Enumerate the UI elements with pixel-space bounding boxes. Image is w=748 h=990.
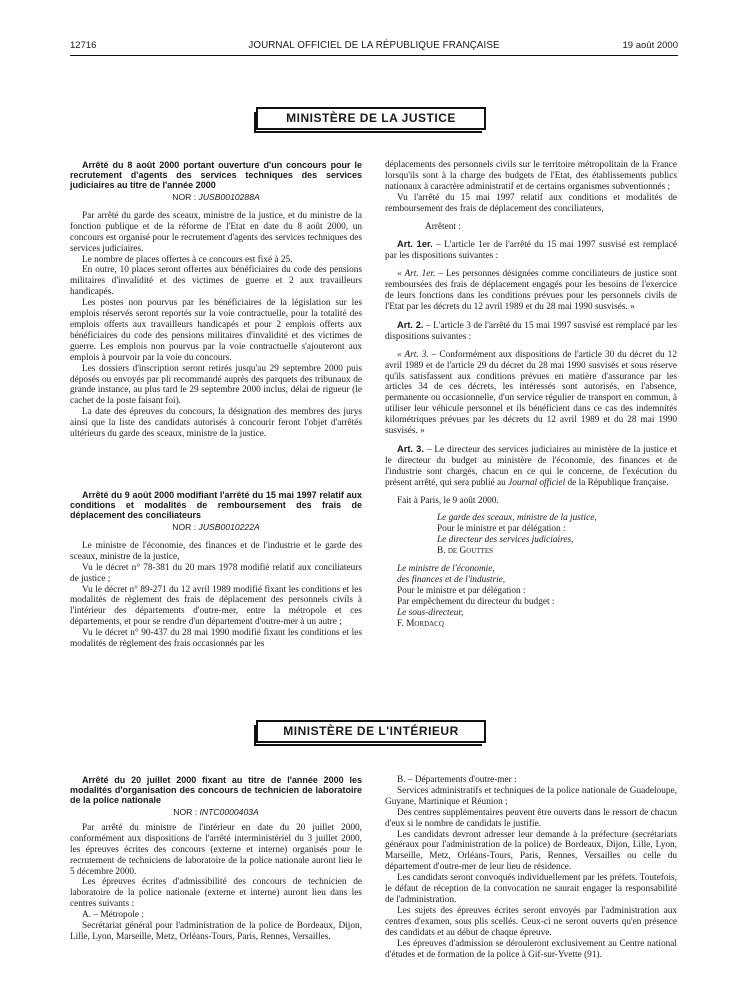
ministry-justice-heading: MINISTÈRE DE LA JUSTICE: [256, 107, 486, 130]
issue-date: 19 août 2000: [622, 40, 678, 51]
interior-p8: Les candidats devront adresser leur demande à la préfecture (secrétariats généraux pour l'administration de la police) de Bordeaux, Dijon, Lille, Lyon, Marseille, Metz, Orléans-Tours, Paris, Rennes, Versailles ou celle du département d'outre-mer de leur lieu de résidence.: [385, 829, 677, 873]
article-3: Art. 3. – Le directeur des services judiciaires au ministère de la justice et le directeur du budget au ministère de l'économie, des finances et de l'industrie sont chargés, chacun en ce qui le concerne, de l'exécution du présent arrêté, qui sera publié au Journal officiel de la République française.: [385, 443, 677, 488]
interior-p11: Les épreuves d'admission se dérouleront exclusivement au Centre national d'études et de formation de la police à Gif-sur-Yvette (91).: [385, 938, 677, 960]
arrete-2-nor: NOR : JUSB0010222A: [172, 522, 260, 532]
article-1-quote: « Art. 1er. – Les personnes désignées comme conciliateurs de justice sont remboursées des frais de déplacement engagés pour les besoins de l'exercice de leurs fonctions dans les conditions prévues pour les personnels civils de l'Etat par les décrets du 12 avril 1989 et du 28 mai 1990 susvisés. »: [385, 269, 677, 312]
interior-left-column: [70, 775, 362, 943]
arrete-1-p1: Par arrêté du garde des sceaux, ministre de la justice, et du ministre de la fonction publique et de la réforme de l'Etat en date du 8 août 2000, un concours est organisé pour le recrutement d'agents des services techniques des services judiciaires.: [70, 210, 362, 254]
article-1: Art. 1er. – L'article 1er de l'arrêté du 15 mai 1997 susvisé est remplacé par les dispositions suivantes :: [385, 239, 677, 262]
arrete-1-title: Arrêté du 8 août 2000 portant ouverture d'un concours pour le recrutement d'agents des services techniques des services judiciaires au titre de l'année 2000: [70, 160, 362, 190]
signature-2-delegation: Pour le ministre et par délégation :: [397, 585, 526, 596]
interior-p3: A. – Métropole :: [82, 910, 144, 921]
arretent: Arrêtent :: [425, 221, 461, 232]
signature-2-impediment: Par empêchement du directeur du budget :: [397, 596, 555, 607]
interior-p9: Les candidats seront convoqués individuellement par les préfets. Toutefois, le défaut de réception de la convocation ne saurait engager la responsabilité de l'administration.: [385, 873, 677, 905]
ministry-interior-heading: MINISTÈRE DE L'INTÉRIEUR: [256, 720, 486, 743]
arrete-2-p2: Vu le décret n° 78-381 du 20 mars 1978 modifié relatif aux conciliateurs de justice ;: [70, 562, 362, 584]
justice-left-column-2: [70, 490, 362, 650]
article-2-quote: « Art. 3. – Conformément aux dispositions de l'article 30 du décret du 12 avril 1989 et de l'article 29 du décret du 28 mai 1990 susvisés et sous réserve qu'ils satisfassent aux conditions prévues en matière d'assurance par les articles 34 de ces décrets, les intéressés sont autorisés, en l'absence, permanente ou occasionnelle, d'un service régulier de transport en commun, à utiliser leur véhicule personnel et ils bénéficient dans ce cas des indemnités kilométriques prévues par les décrets du 12 avril 1989 et du 28 mai 1990 susvisés. »: [385, 349, 677, 437]
interior-p7: Des centres supplémentaires peuvent être ouverts dans le ressort de chacun d'eux si le nombre de candidats le justifie.: [385, 807, 677, 829]
arrete-2-title: Arrêté du 9 août 2000 modifiant l'arrêté du 15 mai 1997 relatif aux conditions et modalités de remboursement des frais de déplacement des conciliateurs: [70, 490, 362, 520]
interior-p10: Les sujets des épreuves écrites seront envoyés par l'administration aux centres d'examen, sous plis scellés. Ceux-ci ne seront ouverts qu'en présence des candidats et au début de chaque épreuve.: [385, 905, 677, 938]
signature-1-role: Le garde des sceaux, ministre de la justice,: [437, 513, 597, 524]
signature-1-delegation: Pour le ministre et par délégation :: [437, 524, 566, 535]
arrete-2-p4: Vu le décret n° 90-437 du 28 mai 1990 modifié fixant les conditions et les modalités de règlement des frais occasionnés par les: [70, 628, 362, 650]
arrete-1-nor: NOR : JUSB0010288A: [172, 192, 260, 202]
interior-arrete-nor: NOR : INTC0000403A: [173, 807, 259, 817]
signature-2-role-1: Le ministre de l'économie,: [397, 564, 495, 575]
interior-p1: Par arrêté du ministre de l'intérieur en date du 20 juillet 2000, conformément aux dispositions de l'arrêté interministériel du 3 juillet 2000, les épreuves écrites des concours (externe et interne) organisés pour le recrutement de techniciens de laboratoire de la police nationale auront lieu le 5 décembre 2000.: [70, 822, 362, 877]
justice-left-column: [70, 160, 362, 440]
signature-2-subdirector: Le sous-directeur,: [397, 607, 464, 618]
header-rule: [70, 55, 678, 56]
arrete-2-p1: Le ministre de l'économie, des finances et de l'industrie et le garde des sceaux, ministre de la justice,: [70, 540, 362, 562]
arrete-1-p4: Les postes non pourvus par les bénéficiaires de la législation sur les emplois réservés seront reportés sur la voie contractuelle, pour la totalité des emplois offerts aux travailleurs handicapés et pour 2 emplois offerts aux bénéficiaires du code des pensions militaires d'invalidité et des victimes de guerre. Les emplois non pourvus par la voie contractuelle s'ajouteront aux emplois à pourvoir par la voie du concours.: [70, 298, 362, 363]
arrete-1-p5: Les dossiers d'inscription seront retirés jusqu'au 29 septembre 2000 puis déposés ou envoyés par pli recommandé auprès des parquets des tribunaux de grande instance, au plus tard le 29 septembre 2000 inclus, délai de rigueur (le cachet de la poste faisant foi).: [70, 363, 362, 407]
arrete-1-p2: Le nombre de places offertes à ce concours est fixé à 25.: [82, 254, 293, 265]
interior-p5: B. – Départements d'outre-mer :: [397, 775, 517, 785]
journal-title: JOURNAL OFFICIEL DE LA RÉPUBLIQUE FRANÇAISE: [248, 40, 500, 51]
signature-2-name: F. Mordacq: [397, 618, 444, 629]
interior-right-column: [385, 775, 677, 960]
fait-a-paris: Fait à Paris, le 9 août 2000.: [397, 495, 499, 506]
signature-2-role-2: des finances et de l'industrie,: [397, 575, 506, 585]
article-2: Art. 2. – L'article 3 de l'arrêté du 15 mai 1997 susvisé est remplacé par les dispositions suivantes :: [385, 319, 677, 342]
justice-right-column: [385, 160, 677, 630]
signature-1-name: B. de Gouttes: [437, 546, 494, 557]
arrete-1-p6: La date des épreuves du concours, la désignation des membres des jurys ainsi que la liste des candidats autorisés à concourir feront l'objet d'arrêtés ultérieurs du garde des sceaux, ministre de la justice.: [70, 407, 362, 440]
signature-1-director: Le directeur des services judiciaires,: [437, 535, 574, 546]
arrete-2-p4-continued: déplacements des personnels civils sur le territoire métropolitain de la France lorsqu'ils sont à la charge des budgets de l'Etat, des établissements publics nationaux à caractère administratif et de certains organismes subventionnés ;: [385, 160, 677, 192]
arrete-2-p5: Vu l'arrêté du 15 mai 1997 relatif aux conditions et modalités de remboursement des frais de déplacement des conciliateurs,: [385, 192, 677, 214]
interior-arrete-title: Arrêté du 20 juillet 2000 fixant au titre de l'année 2000 les modalités d'organisation des concours de technicien de laboratoire de la police nationale: [70, 775, 362, 805]
page-number: 12716: [70, 40, 97, 51]
arrete-2-p3: Vu le décret n° 89-271 du 12 avril 1989 modifié fixant les conditions et les modalités de règlement des frais de déplacement des personnels civils à l'intérieur des départements d'outre-mer, entre la métropole et ces départements, et pour se rendre d'un département d'outre-mer à un autre ;: [70, 584, 362, 628]
arrete-1-p3: En outre, 10 places seront offertes aux bénéficiaires du code des pensions militaires d'invalidité et des victimes de guerre et 2 aux travailleurs handicapés.: [70, 265, 362, 298]
interior-p4: Secrétariat général pour l'administration de la police de Bordeaux, Dijon, Lille, Lyon, Marseille, Metz, Orléans-Tours, Paris, Rennes, Versailles.: [70, 921, 362, 942]
interior-p2: Les épreuves écrites d'admissibilité des concours de technicien de laboratoire de la police nationale (externe et interne) auront lieu dans les centres suivants :: [70, 877, 362, 910]
interior-p6: Services administratifs et techniques de la police nationale de Guadeloupe, Guyane, Martinique et Réunion ;: [385, 785, 677, 807]
